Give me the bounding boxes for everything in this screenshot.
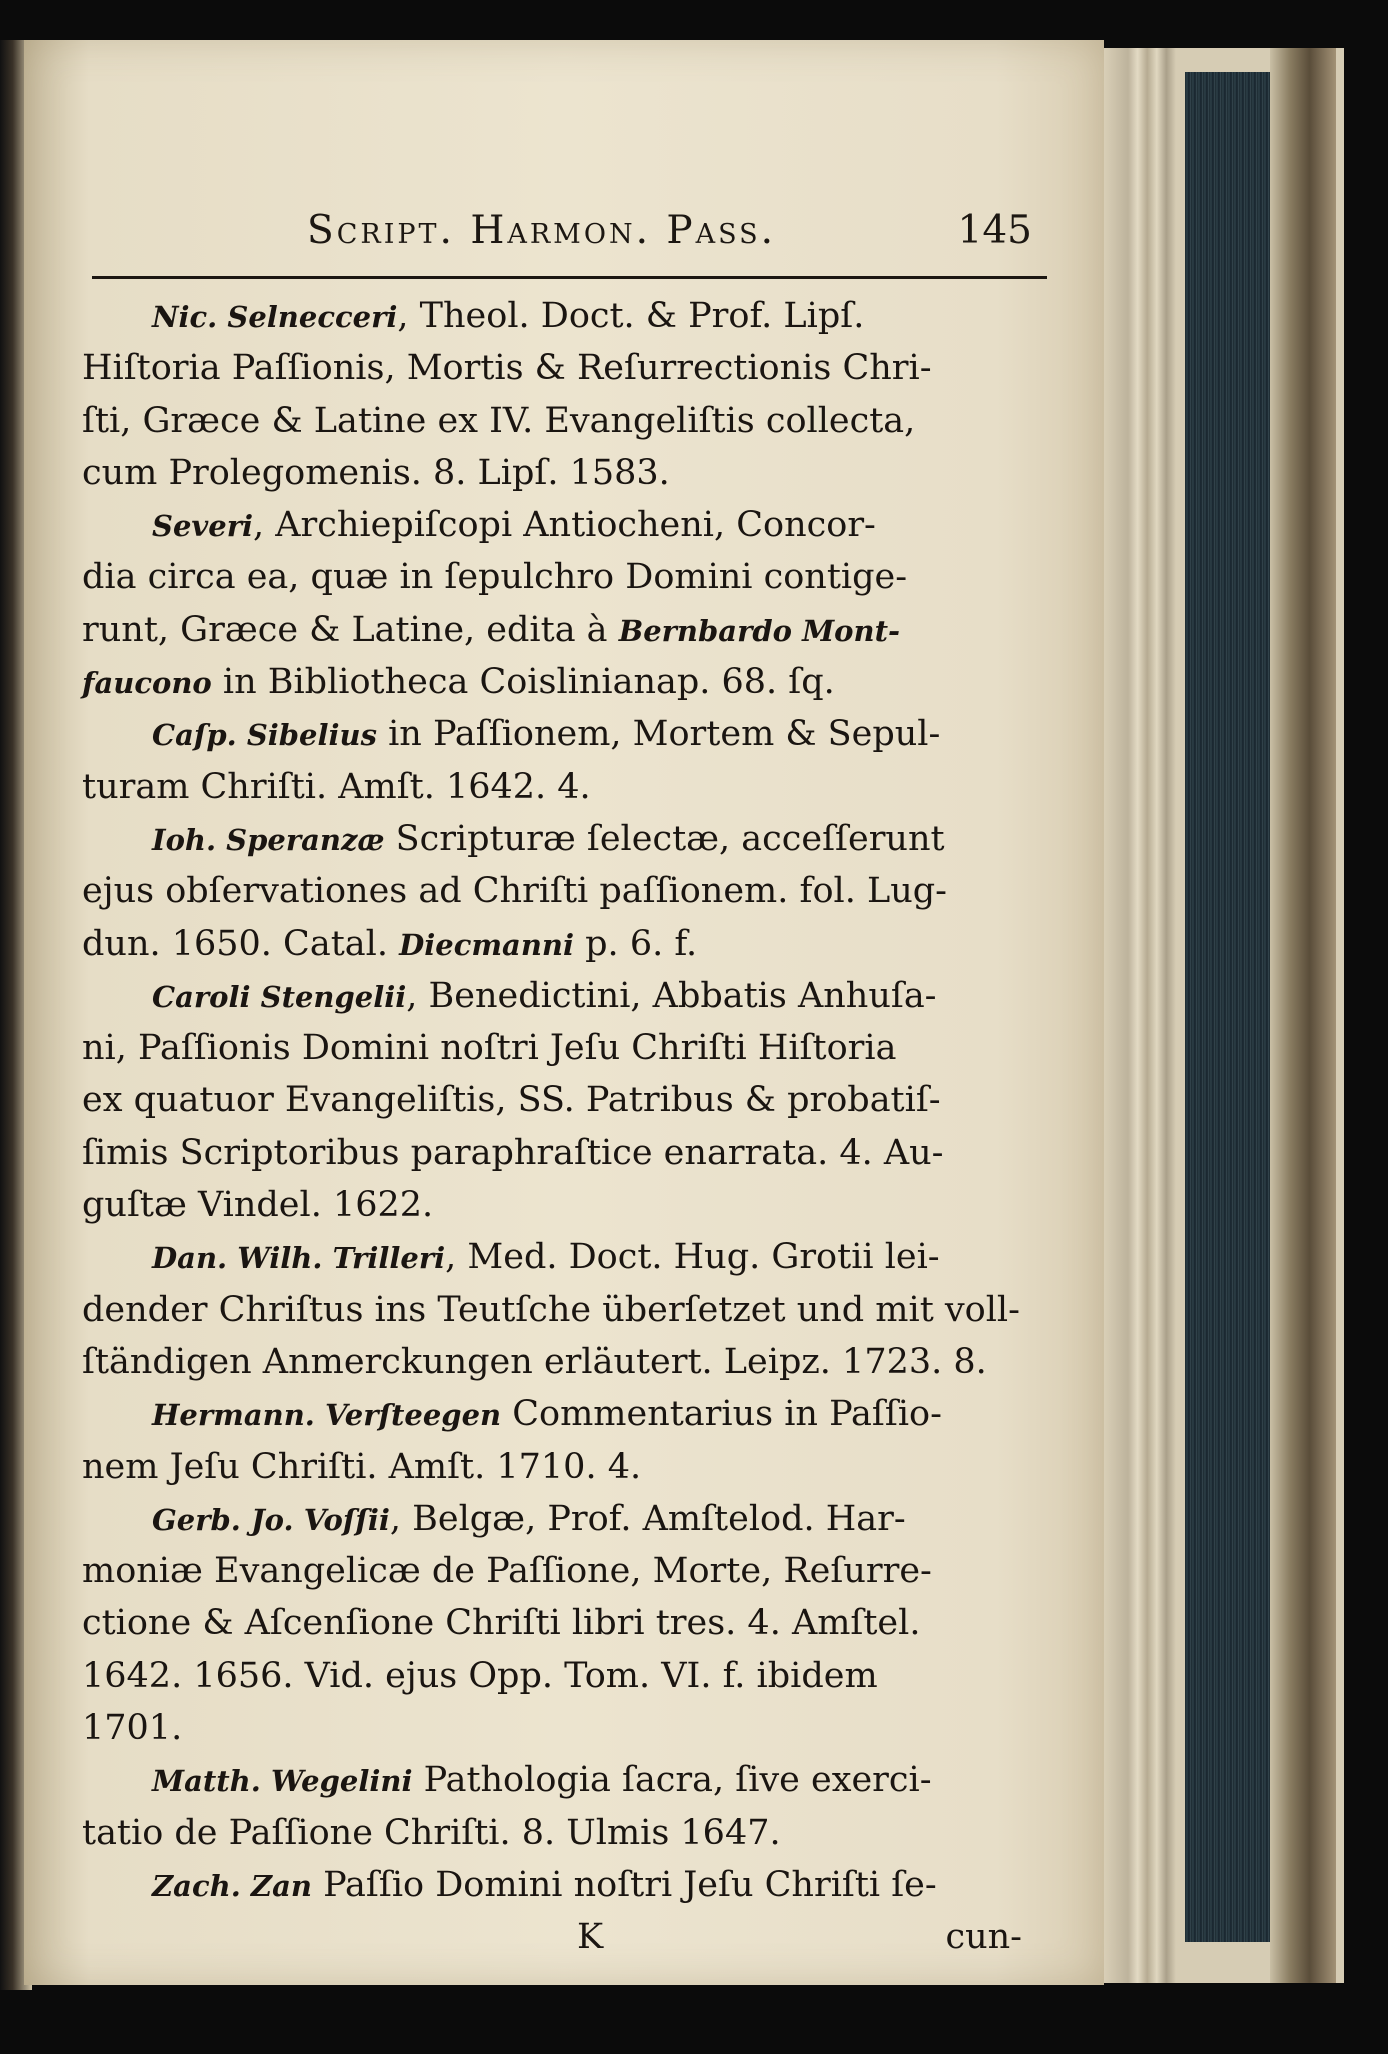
line-text: ejus obſervationes ad Chriſti paſſionem. fol. Lug- bbox=[82, 871, 947, 912]
text-line bbox=[82, 1022, 1042, 1074]
author-name: Caroli Stengelii bbox=[152, 979, 407, 1014]
line-text: tatio de Paſſione Chriſti. 8. Ulmis 1647. bbox=[82, 1812, 781, 1853]
page-footer bbox=[82, 1911, 1042, 1963]
line-text: ſimis Scriptoribus paraphraſtice enarrata. 4. Au- bbox=[82, 1132, 944, 1173]
line-text: 1642. 1656. Vid. ejus Opp. Tom. VI. f. ibidem bbox=[82, 1655, 878, 1696]
text-line bbox=[82, 447, 1042, 499]
running-header bbox=[82, 190, 1052, 253]
line-text: Scripturæ ſelectæ, acceſſerunt bbox=[384, 818, 945, 859]
author-name: Nic. Selnecceri bbox=[152, 300, 398, 334]
text-line bbox=[82, 1441, 1042, 1493]
book-fore-edge bbox=[1185, 72, 1270, 1942]
line-text: dun. 1650. Catal. bbox=[82, 923, 400, 964]
text-line bbox=[82, 1807, 1042, 1859]
line-text: , Belgæ, Prof. Amſtelod. Har- bbox=[389, 1498, 906, 1539]
text-line bbox=[82, 290, 1042, 342]
text-line bbox=[82, 865, 1042, 917]
author-name: Gerb. Jo. Voſſii bbox=[152, 1502, 390, 1537]
text-line bbox=[82, 1179, 1042, 1231]
text-line bbox=[82, 551, 1042, 603]
page-number: 145 bbox=[957, 208, 1032, 253]
line-text: in Bibliotheca Coislinianap. 68. ſq. bbox=[211, 662, 835, 703]
text-line bbox=[82, 1493, 1042, 1545]
text-line bbox=[82, 1702, 1042, 1754]
page-content bbox=[82, 190, 1052, 1958]
text-line bbox=[82, 1284, 1042, 1336]
text-line bbox=[82, 1650, 1042, 1702]
line-text: ſti, Græce & Latine ex IV. Evangeliſtis collecta, bbox=[82, 400, 916, 441]
author-name: Dan. Wilh. Trilleri bbox=[152, 1241, 446, 1276]
book-cover-edge bbox=[1270, 48, 1336, 1983]
text-line bbox=[82, 342, 1042, 394]
header-rule bbox=[92, 276, 1047, 279]
author-name: Hermann. Verſteegen bbox=[152, 1398, 502, 1433]
text-line bbox=[82, 1336, 1042, 1388]
text-line bbox=[82, 604, 1042, 656]
line-text: ctione & Aſcenſione Chriſti libri tres. 4. Amſtel. bbox=[82, 1603, 921, 1644]
book-page bbox=[24, 40, 1104, 1985]
running-title: Script. Harmon. Pass. bbox=[307, 208, 777, 253]
author-name: Matth. Wegelini bbox=[152, 1764, 413, 1799]
line-text: Pathologia ſacra, ſive exerci- bbox=[412, 1760, 932, 1801]
line-text: , Benedictini, Abbatis Anhuſa- bbox=[406, 975, 937, 1016]
text-line bbox=[82, 1231, 1042, 1283]
line-text: Commentarius in Paſſio- bbox=[501, 1394, 942, 1435]
text-line bbox=[82, 708, 1042, 760]
text-line bbox=[82, 761, 1042, 813]
line-text: dender Chriſtus ins Teutſche überſetzet und mit voll- bbox=[82, 1289, 1020, 1330]
line-text: runt, Græce & Latine, edita à bbox=[82, 609, 619, 650]
author-name: Bernbardo Mont- bbox=[618, 613, 901, 648]
line-text: Paſſio Domini noſtri Jeſu Chriſti ſe- bbox=[311, 1864, 937, 1905]
line-text: nem Jeſu Chriſti. Amſt. 1710. 4. bbox=[82, 1446, 642, 1487]
line-text: , Theol. Doct. & Prof. Lipſ. bbox=[397, 296, 865, 336]
signature-mark: K bbox=[577, 1917, 604, 1958]
text-line bbox=[82, 395, 1042, 447]
line-text: guſtæ Vindel. 1622. bbox=[82, 1185, 434, 1226]
bibliography-text bbox=[82, 290, 1042, 1963]
line-text: moniæ Evangelicæ de Paſſione, Morte, Reſurre- bbox=[82, 1551, 932, 1592]
author-name: Severi bbox=[152, 509, 253, 544]
author-name: Ioh. Speranzæ bbox=[152, 822, 385, 857]
text-line bbox=[82, 1859, 1042, 1911]
line-text: , Archiepiſcopi Antiocheni, Concor- bbox=[253, 505, 876, 546]
catchword: cun- bbox=[945, 1917, 1022, 1958]
line-text: cum Prolegomenis. 8. Lipſ. 1583. bbox=[82, 452, 670, 493]
text-line bbox=[82, 813, 1042, 865]
text-line bbox=[82, 499, 1042, 551]
line-text: ex quatuor Evangeliſtis, SS. Patribus & probatiſ- bbox=[82, 1080, 941, 1121]
line-text: dia circa ea, quæ in ſepulchro Domini contige- bbox=[82, 557, 908, 598]
text-line bbox=[82, 656, 1042, 708]
author-name: Caſp. Sibelius bbox=[152, 718, 377, 753]
author-name: Zach. Zan bbox=[152, 1868, 312, 1903]
line-text: , Med. Doct. Hug. Grotii lei- bbox=[445, 1237, 940, 1278]
line-text: p. 6. f. bbox=[574, 923, 698, 964]
line-text: ni, Paſſionis Domini noſtri Jeſu Chriſti Hiſtoria bbox=[82, 1028, 897, 1069]
line-text: turam Chriſti. Amſt. 1642. 4. bbox=[82, 766, 591, 807]
text-line bbox=[82, 918, 1042, 970]
text-line bbox=[82, 1597, 1042, 1649]
line-text: 1701. bbox=[82, 1708, 183, 1749]
author-name: faucono bbox=[82, 666, 212, 701]
text-line bbox=[82, 1545, 1042, 1597]
text-line bbox=[82, 1388, 1042, 1440]
line-text: ſtändigen Anmerckungen erläutert. Leipz. 1723. 8. bbox=[82, 1341, 987, 1382]
line-text: Hiſtoria Paſſionis, Mortis & Reſurrectionis Chri- bbox=[82, 348, 932, 389]
text-line bbox=[82, 1127, 1042, 1179]
text-line bbox=[82, 970, 1042, 1022]
text-line bbox=[82, 1074, 1042, 1126]
author-name: Diecmanni bbox=[399, 927, 575, 962]
line-text: in Paſſionem, Mortem & Sepul- bbox=[376, 714, 941, 755]
text-line bbox=[82, 1754, 1042, 1806]
